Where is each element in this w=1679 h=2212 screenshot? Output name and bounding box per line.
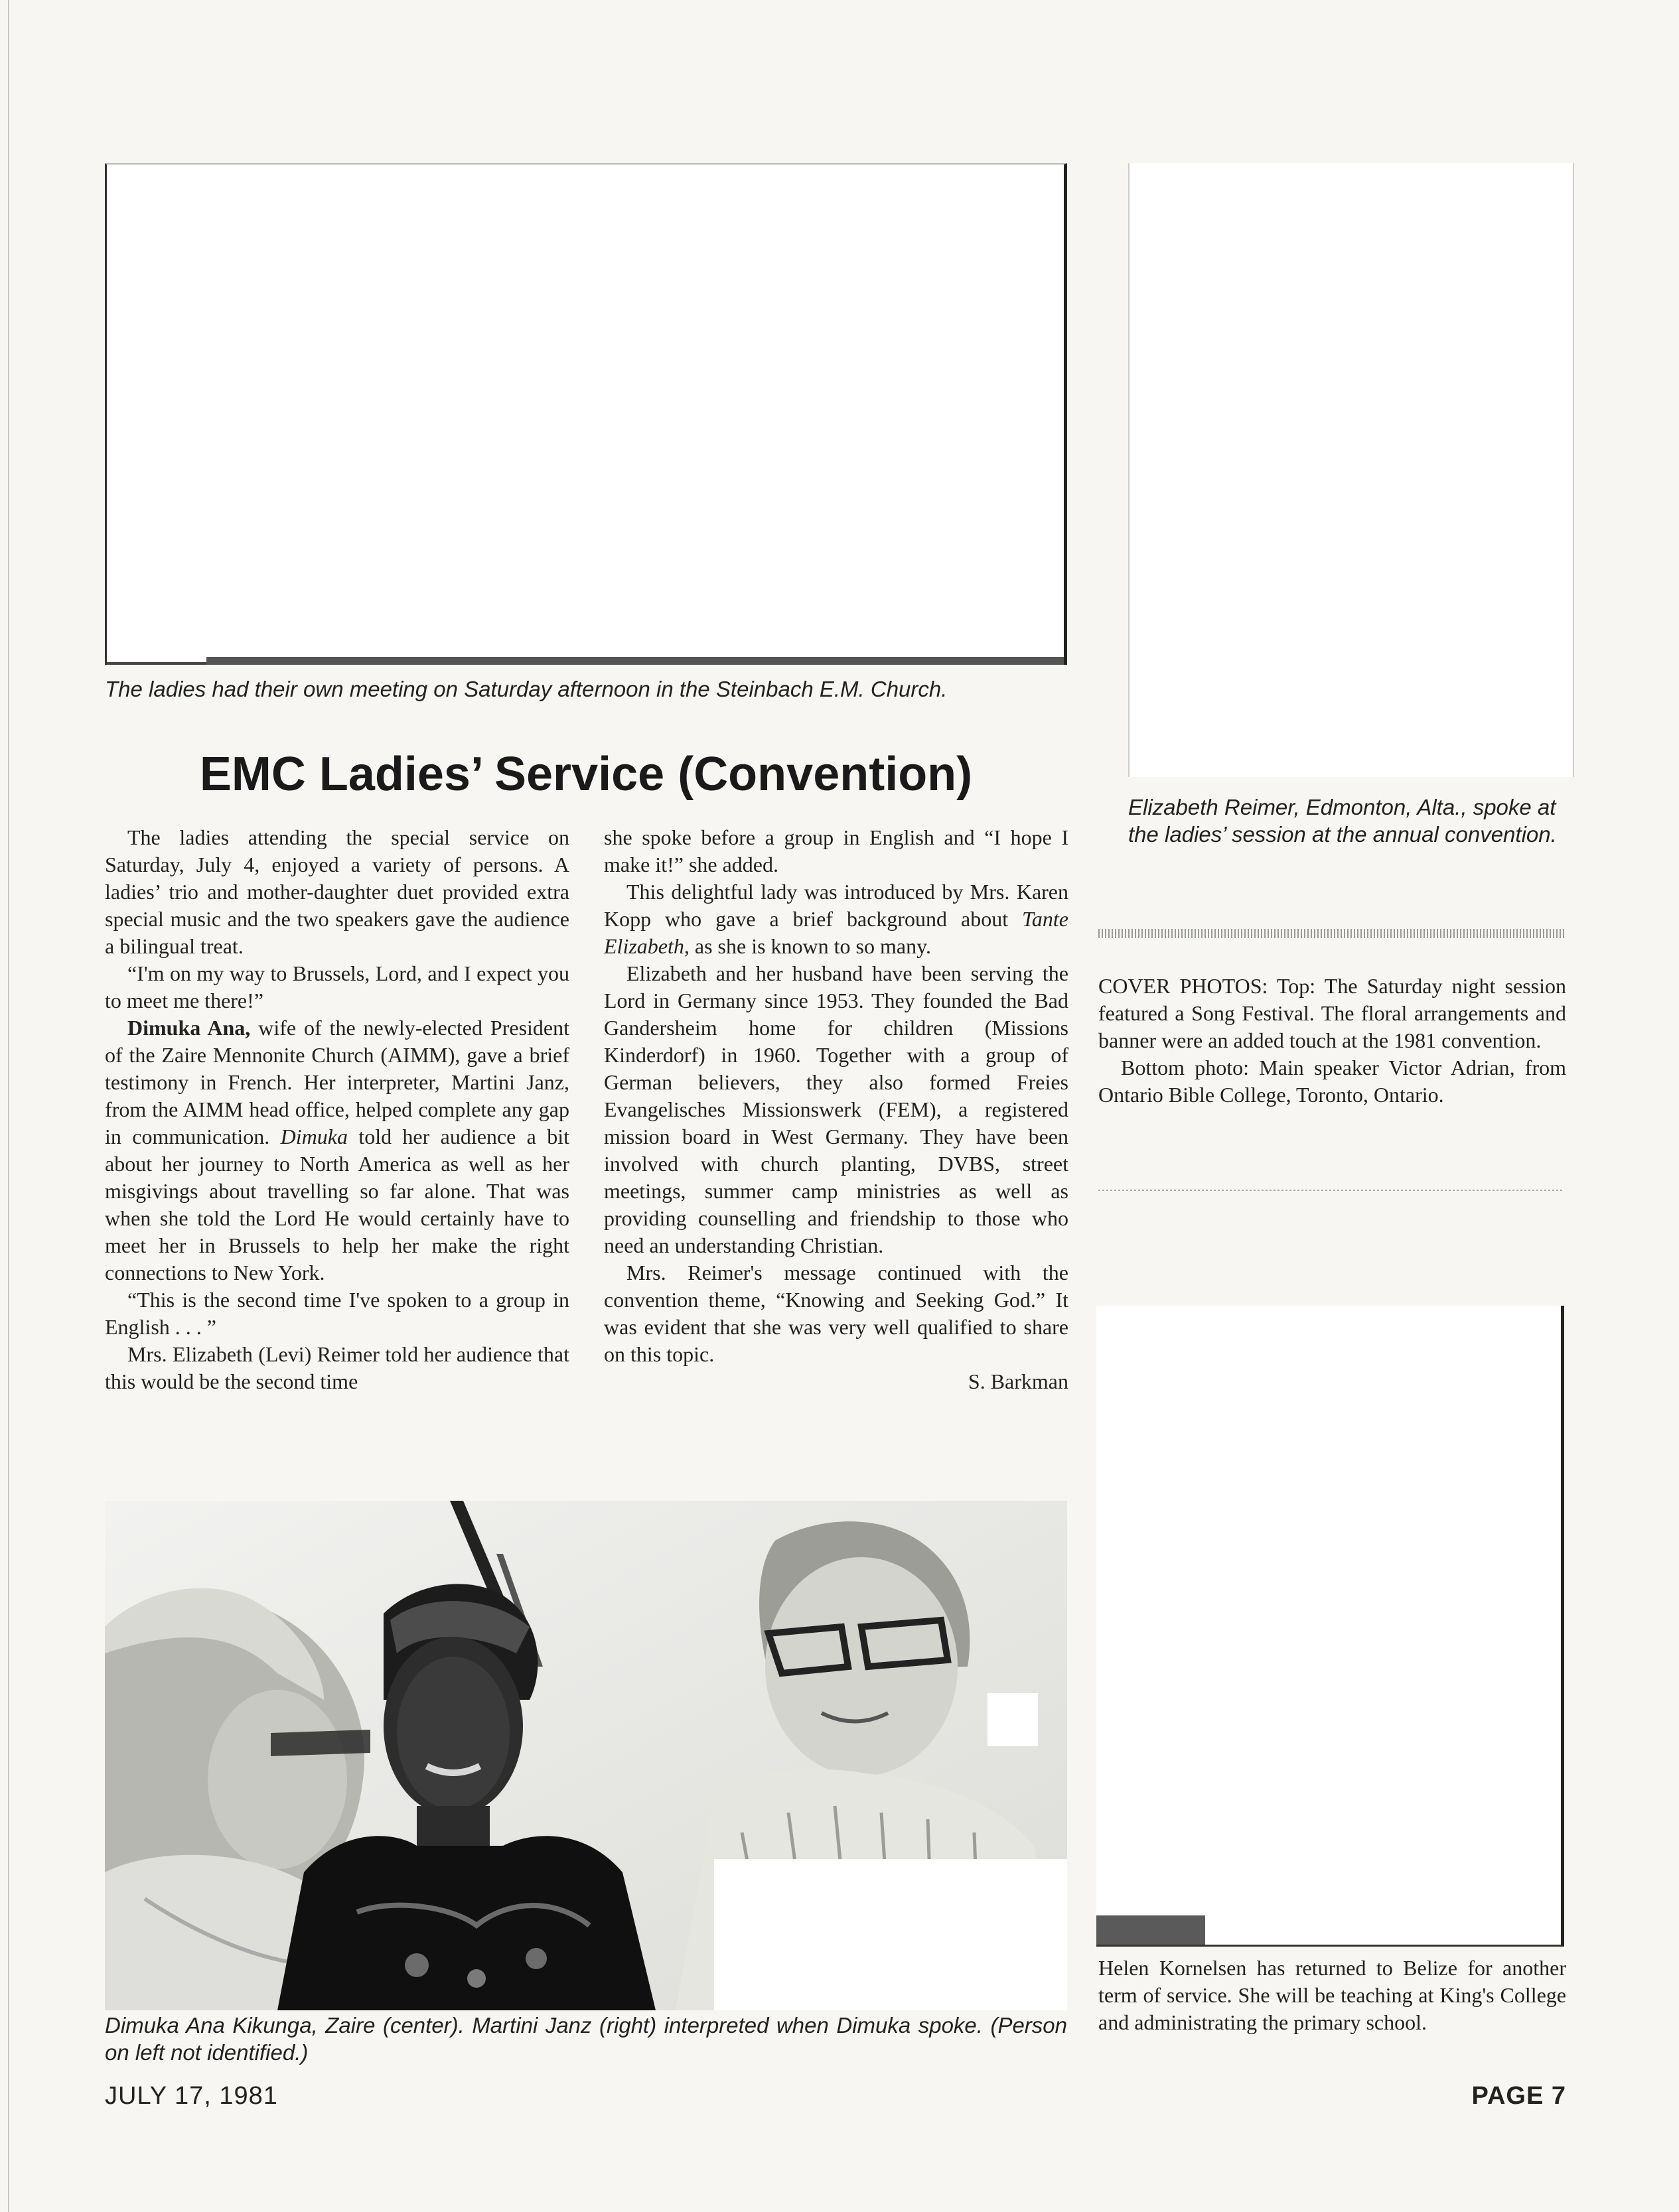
top-photo-bottom-strip [206, 657, 1064, 665]
dimuka-name-italic: Dimuka [280, 1125, 348, 1148]
right-photo-caption: Elizabeth Reimer, Edmonton, Alta., spoke at the ladies’ session at the annual convention. [1128, 795, 1557, 847]
footer-page-number: PAGE 7 [1471, 2082, 1566, 2110]
top-photo-bottom-left-line [107, 662, 206, 665]
sidebar-divider-thin [1098, 1190, 1563, 1191]
tante-elizabeth: Tante Elizabeth, [604, 907, 1068, 958]
article-signature: S. Barkman [968, 1369, 1068, 1393]
article-paragraph: Mrs. Elizabeth (Levi) Reimer told her audience that this would be the second time [105, 1342, 569, 1393]
article-paragraph: The ladies attending the special service on Saturday, July 4, enjoyed a variety of persons. A ladies’ trio and mother-daughter duet provided extra special music and the two speakers gave the audience a bilingual treat. [105, 825, 569, 958]
right-photo [1128, 163, 1574, 777]
cover-photos-note: COVER PHOTOS: Top: The Saturday night session featured a Song Festival. The floral arrangements and banner were an added touch at the 1981 convention. Bottom photo: Main speaker Victor Adrian, from Ontario Bible College, Toronto, Ontario. [1098, 974, 1567, 1107]
article-paragraph: Dimuka Ana, wife of the newly-elected President of the Zaire Mennonite Church (AIMM), gave a brief testimony in French. Her interpreter, Martini Janz, from the AIMM head office, helped complete any gap in communication. Dimuka told her audience a bit about her journey to North America as well as her misgivings about travelling so far alone. That was when she told the Lord He would certainly have to meet her in Brussels to help her make the right connections to New York. [105, 1016, 570, 1284]
helen-caption: Helen Kornelsen has returned to Belize for another term of service. She will be teaching at King's College and administrating the primary school. [1098, 1956, 1567, 2034]
article-paragraph: This delightful lady was introduced by Mrs. Karen Kopp who gave a brief background about Tante Elizabeth, as she is known to so many. [604, 880, 1068, 958]
article-quote: “This is the second time I've spoken to a group in English . . . ” [105, 1288, 569, 1339]
bottom-photo [105, 1501, 1067, 2010]
sidebar-divider [1098, 929, 1566, 938]
top-photo-caption: The ladies had their own meeting on Saturday afternoon in the Steinbach E.M. Church. [105, 677, 948, 701]
article-column-2 [604, 824, 1068, 1395]
bottom-photo-caption: Dimuka Ana Kikunga, Zaire (center). Martini Janz (right) interpreted when Dimuka spoke. (Person on left not identified.) [105, 2013, 1067, 2065]
article-paragraph: Elizabeth and her husband have been serving the Lord in Germany since 1953. They founded the Bad Gandersheim home for children (Missions Kinderdorf) in 1960. Together with a group of German believers, they also formed Freies Evangelisches Missionswerk (FEM), a registered mission board in West Germany. They have been involved with church planting, DVBS, street meetings, summer camp ministries as well as providing counselling and friendship to those who need an understanding Christian. [604, 961, 1068, 1257]
headline: EMC Ladies’ Service (Convention) [199, 748, 973, 801]
dimuka-name: Dimuka Ana, [127, 1016, 251, 1040]
photo-mask-large [714, 1859, 1067, 2010]
helen-name: Helen Kornelsen [1098, 1956, 1247, 1980]
article-quote: “I'm on my way to Brussels, Lord, and I expect you to meet me there!” [105, 961, 569, 1012]
top-photo [105, 163, 1067, 665]
page-edge-line [8, 0, 9, 2212]
article-column-1 [105, 824, 569, 1395]
helen-photo [1096, 1306, 1564, 1947]
helen-photo-dark-corner [1096, 1915, 1205, 1945]
article-paragraph: Mrs. Reimer's message continued with the convention theme, “Knowing and Seeking God.” It was evident that she was very well qualified to share on this topic. [604, 1261, 1068, 1366]
photo-mask-small [987, 1693, 1038, 1746]
article-paragraph: she spoke before a group in English and “I hope I make it!” she added. [604, 825, 1068, 876]
cover-photos-label: COVER PHOTOS: [1098, 974, 1268, 998]
footer-date: JULY 17, 1981 [105, 2082, 278, 2110]
